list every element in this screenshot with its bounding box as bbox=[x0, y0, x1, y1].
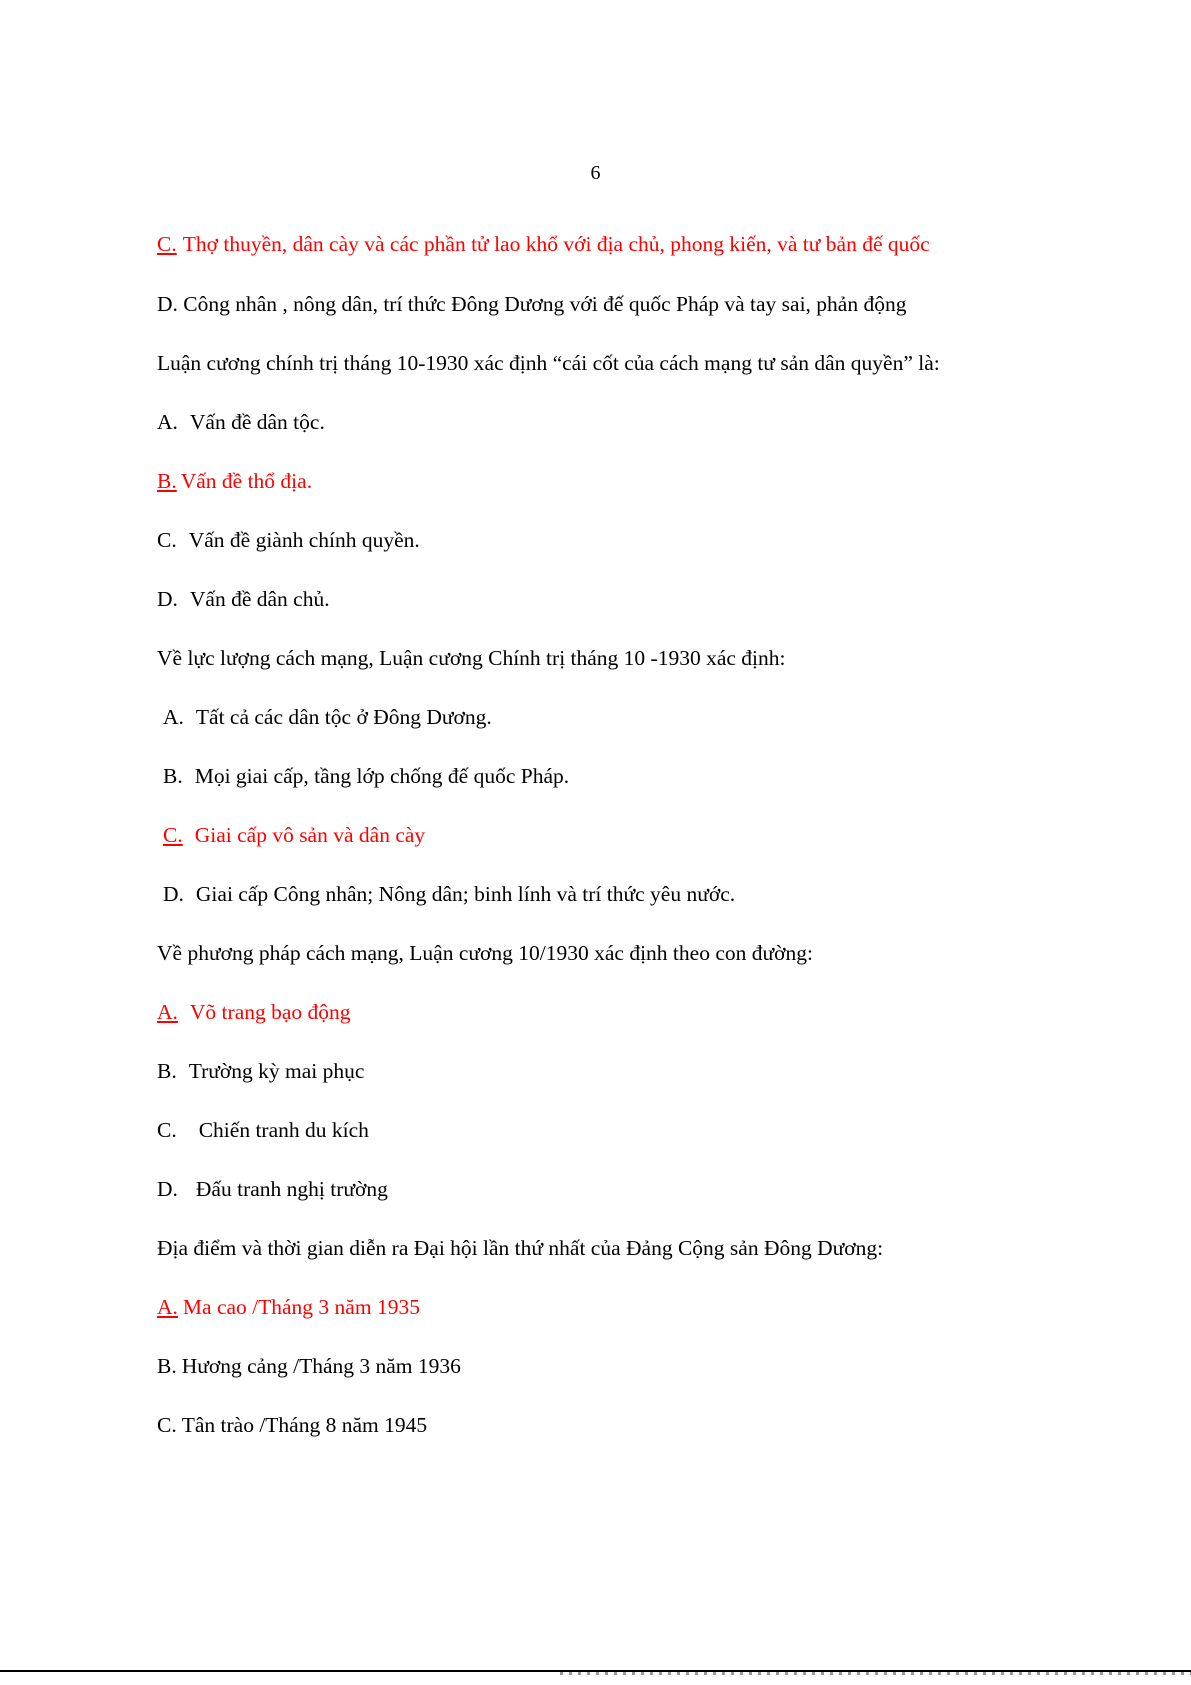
option-text: Vấn đề thổ địa. bbox=[180, 469, 313, 493]
option-marker: C. bbox=[163, 823, 183, 847]
answer-option bbox=[157, 1354, 461, 1379]
option-marker: B. bbox=[157, 1354, 177, 1378]
option-text: Ma cao /Tháng 3 năm 1935 bbox=[182, 1295, 420, 1319]
question-text bbox=[157, 351, 940, 376]
option-text: Võ trang bạo động bbox=[189, 1000, 351, 1024]
option-marker: A. bbox=[163, 705, 184, 729]
page-bottom-artifact bbox=[560, 1672, 1191, 1675]
page-number: 6 bbox=[590, 162, 601, 184]
option-marker: D. bbox=[163, 882, 184, 906]
question-text bbox=[157, 941, 813, 966]
option-marker: D. bbox=[157, 587, 178, 611]
option-text: Đấu tranh nghị trường bbox=[195, 1177, 388, 1201]
question-text bbox=[157, 1236, 883, 1261]
option-marker: C. bbox=[157, 528, 177, 552]
answer-option-correct bbox=[163, 823, 425, 848]
option-marker: D. bbox=[157, 1177, 178, 1201]
answer-option bbox=[157, 587, 330, 612]
option-text: D. Công nhân , nông dân, trí thức Đông Dương với đế quốc Pháp và tay sai, phản động bbox=[157, 292, 907, 316]
option-text: Mọi giai cấp, tầng lớp chống đế quốc Pháp. bbox=[194, 764, 570, 788]
option-text: Vấn đề dân chủ. bbox=[189, 587, 330, 611]
option-marker: C. bbox=[157, 232, 177, 256]
option-text: Vấn đề giành chính quyền. bbox=[188, 528, 420, 552]
answer-option bbox=[157, 1413, 427, 1438]
option-marker: B. bbox=[163, 764, 183, 788]
answer-option bbox=[163, 882, 735, 907]
option-marker: A. bbox=[157, 1000, 178, 1024]
option-text: Tân trào /Tháng 8 năm 1945 bbox=[181, 1413, 428, 1437]
answer-option-correct bbox=[157, 1000, 351, 1025]
option-text: Thợ thuyền, dân cày và các phần tử lao khổ với địa chủ, phong kiến, và tư bản đế quốc bbox=[182, 232, 930, 256]
answer-option-correct bbox=[157, 232, 930, 257]
option-text: Hương cảng /Tháng 3 năm 1936 bbox=[181, 1354, 461, 1378]
answer-option bbox=[157, 1177, 388, 1202]
option-text: Trường kỳ mai phục bbox=[188, 1059, 365, 1083]
question-text-content: Luận cương chính trị tháng 10-1930 xác định “cái cốt của cách mạng tư sản dân quyền” là: bbox=[157, 351, 940, 375]
answer-option bbox=[157, 1059, 364, 1084]
option-marker: A. bbox=[157, 1295, 178, 1319]
answer-option bbox=[157, 1118, 369, 1143]
answer-option-correct bbox=[157, 469, 312, 494]
option-marker: C. bbox=[157, 1118, 177, 1142]
answer-option bbox=[163, 705, 492, 730]
question-text bbox=[157, 646, 786, 671]
option-text: Vấn đề dân tộc. bbox=[189, 410, 325, 434]
answer-option bbox=[157, 410, 325, 435]
question-text-content: Về lực lượng cách mạng, Luận cương Chính trị tháng 10 -1930 xác định: bbox=[157, 646, 786, 670]
question-text-content: Địa điểm và thời gian diễn ra Đại hội lần thứ nhất của Đảng Cộng sản Đông Dương: bbox=[157, 1236, 884, 1260]
option-text: Giai cấp Công nhân; Nông dân; binh lính và trí thức yêu nước. bbox=[195, 882, 736, 906]
option-text: Tất cả các dân tộc ở Đông Dương. bbox=[195, 705, 492, 729]
answer-option bbox=[157, 292, 906, 317]
option-text: Giai cấp vô sản và dân cày bbox=[194, 823, 426, 847]
question-text-content: Về phương pháp cách mạng, Luận cương 10/1930 xác định theo con đường: bbox=[157, 941, 813, 965]
option-marker: B. bbox=[157, 1059, 177, 1083]
answer-option bbox=[157, 528, 420, 553]
answer-option-correct bbox=[157, 1295, 420, 1320]
option-marker: B. bbox=[157, 469, 177, 493]
option-marker: A. bbox=[157, 410, 178, 434]
option-text: Chiến tranh du kích bbox=[198, 1118, 369, 1142]
answer-option bbox=[163, 764, 569, 789]
option-marker: C. bbox=[157, 1413, 177, 1437]
